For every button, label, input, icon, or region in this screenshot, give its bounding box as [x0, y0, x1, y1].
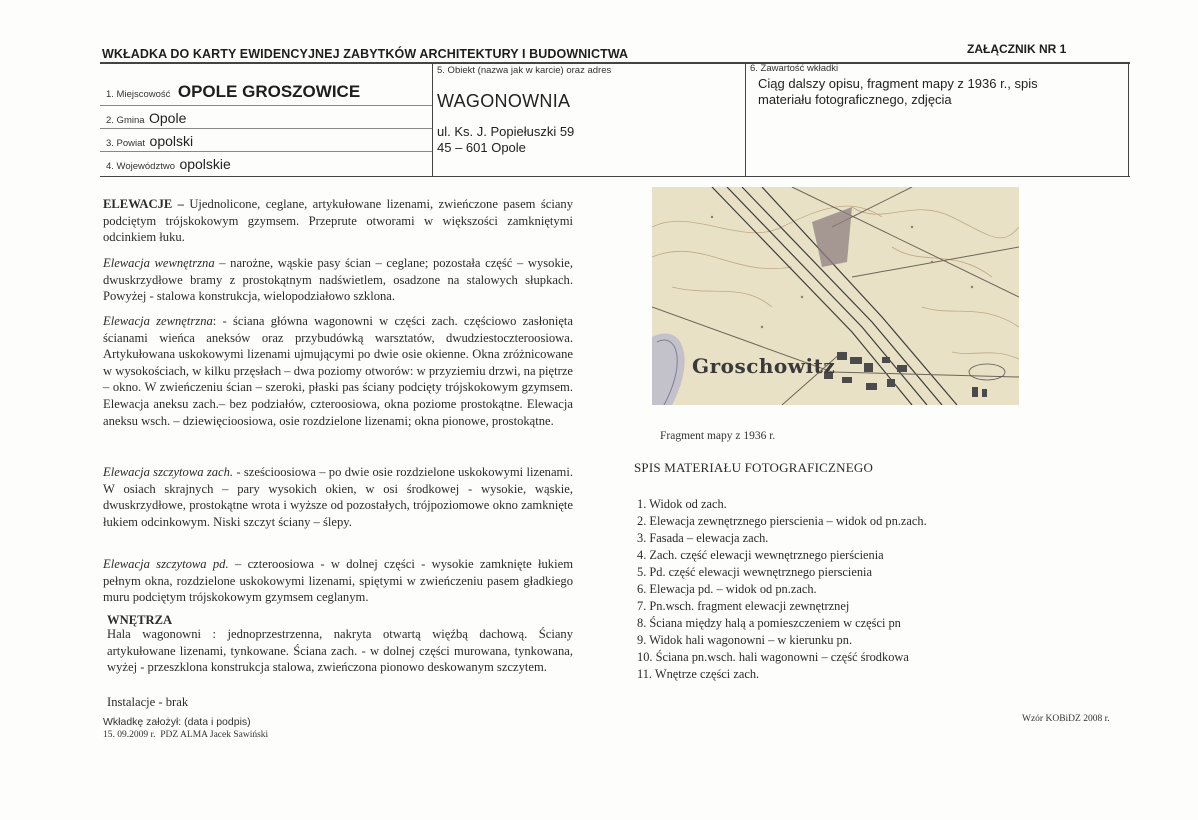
divider-right — [1128, 62, 1129, 176]
field-value: OPOLE GROSZOWICE — [177, 82, 361, 101]
paragraph-szczytowa-zach — [103, 464, 573, 530]
photo-list-item: 2. Elewacja zewnętrznego pierscienia – widok od pn.zach. — [637, 514, 927, 528]
photo-list — [637, 496, 927, 683]
field-address-line1: ul. Ks. J. Popiełuszki 59 — [437, 124, 575, 139]
field-value: opolskie — [179, 156, 231, 172]
paragraph-wnetrza: Hala wagonowni : jednoprzestrzenna, nakryta otwartą więźbą dachową. Ściany artykułowane lizenami, tynkowane. Ściana zach. - w dolnej części murowana, tynkowana, wyżej - przeszklona konstrukcja stalowa, zwieńczona pionowo deskowanym szczytem. — [107, 627, 573, 675]
field-value: opolski — [149, 133, 194, 149]
field-wojewodztwo — [106, 156, 231, 174]
paragraph-text: - sześcioosiowa – po dwie osie rozdzielone uskokowymi lizenami. W osiach skrajnych – pary wysokich okien, w osi środkowej - wysokie, wąskie, dwuskrzydłowe, prostokątne wrota i wyższe od pozostałych, trójpoziomowe okno zamknięte łukiem odcinkowym. Niski szczyt ściany – ślepy. — [103, 465, 573, 529]
subheading: Elewacja zewnętrzna — [103, 314, 213, 328]
photo-list-item: 3. Fasada – elewacja zach. — [637, 531, 769, 545]
subheading: Elewacja wewnętrzna — [103, 256, 215, 270]
field-zawartosc-label: 6. Zawartość wkładki — [750, 63, 839, 74]
field-label: 4. Województwo — [106, 161, 175, 172]
subheading: Elewacja szczytowa pd. — [103, 557, 229, 571]
paragraph-text: – czteroosiowa - w dolnej części - wysokie zamknięte łukiem pełnym okna, rozdzielone uskokowymi lizenami, spiętymi w zwieńczeniu pasem gładkiego muru podciętym trójskokowym gzymsem ceglanym. — [103, 557, 573, 605]
field-label: 3. Powiat — [106, 138, 146, 149]
photo-list-item: 7. Pn.wsch. fragment elewacji zewnętrznej — [637, 599, 850, 613]
paragraph-text: – narożne, wąskie pasy ścian – ceglane; pozostała część – wysokie, dwuskrzydłowe bramy z prostokątnym nadświetlem, osadzone na stalowych słupkach. Powyżej - stalowa konstrukcja, wielopodziałowo szklona. — [103, 256, 573, 304]
annex-label: ZAŁĄCZNIK NR 1 — [967, 42, 1067, 56]
photo-list-item: 10. Ściana pn.wsch. hali wagonowni – część środkowa — [637, 650, 909, 664]
field-value: Opole — [149, 110, 187, 126]
field-zawartosc-value: Ciąg dalszy opisu, fragment mapy z 1936 r., spis materiału fotograficznego, zdjęcia — [758, 76, 1038, 107]
field-obiekt-label: 5. Obiekt (nazwa jak w karcie) oraz adres — [437, 65, 612, 76]
document-title: WKŁADKA DO KARTY EWIDENCYJNEJ ZABYTKÓW ARCHITEKTURY I BUDOWNICTWA — [102, 47, 629, 61]
photo-list-item: 9. Widok hali wagonowni – w kierunku pn. — [637, 633, 853, 647]
historic-map-fragment — [652, 187, 1019, 405]
section-heading-wnetrza: WNĘTRZA — [107, 613, 173, 627]
photo-list-item: 5. Pd. część elewacji wewnętrznego pierscienia — [637, 565, 872, 579]
photo-list-item: 6. Elewacja pd. – widok od pn.zach. — [637, 582, 817, 596]
paragraph-elewacja-zewnetrzna — [103, 313, 573, 429]
map-place-label: Groschowitz — [692, 354, 836, 378]
divider-6 — [745, 62, 746, 176]
map-graphic — [652, 187, 1019, 405]
header-bottom-rule — [100, 176, 1130, 177]
photo-list-item: 8. Ściana między halą a pomieszczeniem w części pn — [637, 616, 901, 630]
photo-list-heading: SPIS MATERIAŁU FOTOGRAFICZNEGO — [634, 460, 874, 475]
row-line-2 — [100, 128, 432, 129]
template-note: Wzór KOBiDZ 2008 r. — [1022, 714, 1110, 724]
paragraph-elewacje — [103, 196, 573, 246]
photo-list-item: 11. Wnętrze części zach. — [637, 667, 760, 681]
row-line-1 — [100, 105, 432, 106]
divider-5 — [432, 62, 433, 176]
field-obiekt-name: WAGONOWNIA — [437, 91, 571, 111]
field-address-line2: 45 – 601 Opole — [437, 140, 526, 155]
field-miejscowosc — [106, 82, 360, 102]
field-label: 2. Gmina — [106, 115, 145, 126]
header-top-rule — [100, 62, 1130, 64]
photo-list-item: 1. Widok od zach. — [637, 497, 727, 511]
field-label: 1. Miejscowość — [106, 89, 171, 100]
author-value: 15. 09.2009 r. PDZ ALMA Jacek Sawiński — [103, 730, 269, 740]
paragraph-text: Ujednolicone, ceglane, artykułowane lizenami, zwieńczone pasem ściany podciętym trójskokowym gzymsem. Przeprute otworami w większości zamkniętymi odcinkiem łuku. — [103, 197, 573, 245]
paragraph-text: : - ściana główna wagonowni w części zach. częściowo zasłonięta ścianami wieńca aneksów oraz przybudówką warsztatów, dwudziestoczteroosiowa. Artykułowana uskokowymi lizenami ujmującymi po dwie osie okienne. Okna zróżnicowane w wysokościach, w kilku przęsłach – dwa poziomy otworów: w przyziemiu drzwi, na piętrze – okno. W zwieńczeniu ścian – szeroki, płaski pas ściany podcięty trójskokowym gzymsem. Elewacja aneksu zach.– bez podziałów, czteroosiowa, okna poziome prostokątne. Elewacja aneksu wsch. – dziewięcioosiowa, osie rozdzielone lizenami; okna pionowe, prostokątne. — [103, 314, 573, 428]
map-caption: Fragment mapy z 1936 r. — [660, 430, 776, 442]
installations-note: Instalacje - brak — [107, 695, 189, 709]
field-gmina — [106, 110, 186, 128]
author-label: Wkładkę założył: (data i podpis) — [103, 716, 251, 728]
photo-list-item: 4. Zach. część elewacji wewnętrznego pierścienia — [637, 548, 884, 562]
subheading: Elewacja szczytowa zach. — [103, 465, 234, 479]
section-heading-elewacje: ELEWACJE – — [103, 197, 184, 211]
field-powiat — [106, 133, 193, 151]
paragraph-szczytowa-pd — [103, 556, 573, 606]
paragraph-elewacja-wewnetrzna — [103, 255, 573, 305]
row-line-3 — [100, 151, 432, 152]
